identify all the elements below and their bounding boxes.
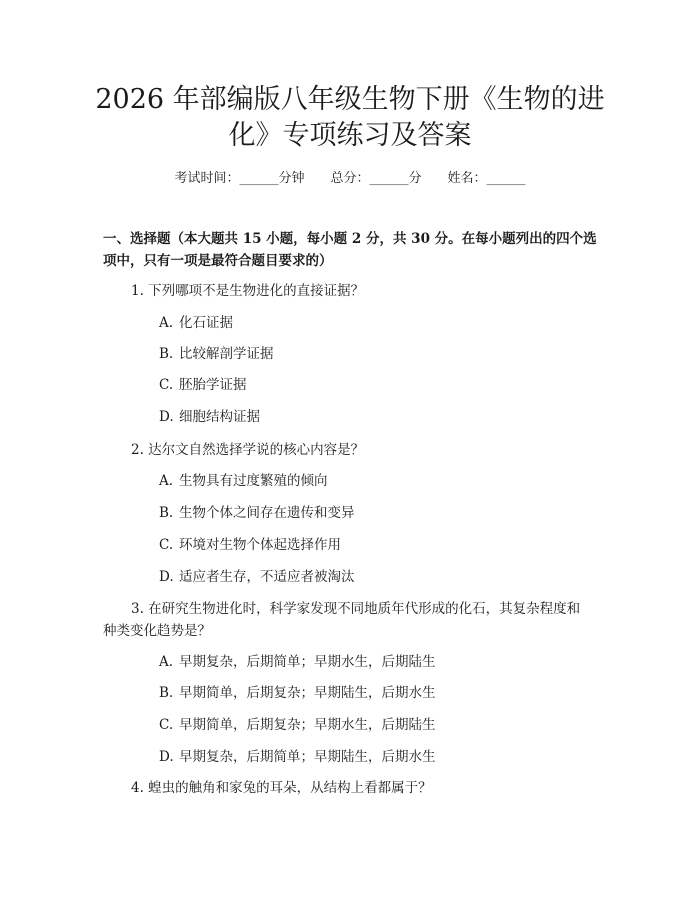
option-text: 生物具有过度繁殖的倾向	[179, 473, 328, 489]
question-3-stem-line-2: 种类变化趋势是？	[103, 623, 211, 639]
document-title-line-1: 2026 年部编版八年级生物下册《生物的进	[95, 84, 605, 115]
option-letter: B.	[159, 685, 174, 701]
question-2-option-d	[159, 566, 355, 588]
question-3-option-c	[159, 714, 436, 736]
option-letter: C.	[159, 377, 174, 393]
question-2-option-a	[159, 470, 328, 492]
question-1-stem: 1. 下列哪项不是生物进化的直接证据？	[131, 283, 365, 299]
option-letter: A.	[159, 654, 174, 670]
option-letter: D.	[159, 409, 174, 425]
option-text: 适应者生存，不适应者被淘汰	[179, 569, 355, 585]
option-text: 化石证据	[179, 315, 233, 331]
option-letter: C.	[159, 537, 174, 553]
question-3-option-b	[159, 682, 436, 704]
section-heading-line-2: 项中，只有一项是最符合题目要求的）	[103, 253, 333, 269]
question-1-option-b	[159, 343, 274, 365]
option-text: 早期复杂，后期简单；早期水生，后期陆生	[179, 654, 436, 670]
option-letter: D.	[159, 749, 174, 765]
option-text: 比较解剖学证据	[179, 346, 274, 362]
option-text: 细胞结构证据	[179, 409, 260, 425]
question-2-stem: 2. 达尔文自然选择学说的核心内容是？	[131, 442, 365, 458]
section-heading-line-1: 一、选择题（本大题共 15 小题，每小题 2 分，共 30 分。在每小题列出的四个选	[103, 231, 597, 247]
option-text: 胚胎学证据	[179, 377, 247, 393]
option-letter: A.	[159, 315, 174, 331]
question-3-option-d	[159, 746, 436, 768]
question-2-option-c	[159, 534, 341, 556]
option-letter: C.	[159, 717, 174, 733]
option-letter: B.	[159, 346, 174, 362]
question-3-stem-line-1: 3. 在研究生物进化时，科学家发现不同地质年代形成的化石，其复杂程度和	[131, 601, 581, 617]
question-1-option-d	[159, 406, 260, 428]
exam-info-line: 考试时间：______分钟 总分：______分 姓名：______	[174, 171, 526, 186]
document-title-line-2: 化》专项练习及答案	[228, 120, 472, 151]
question-1-option-a	[159, 312, 233, 334]
question-3-option-a	[159, 651, 436, 673]
option-letter: B.	[159, 505, 174, 521]
option-text: 早期简单，后期复杂；早期陆生，后期水生	[179, 685, 436, 701]
option-letter: A.	[159, 473, 174, 489]
option-text: 环境对生物个体起选择作用	[179, 537, 341, 553]
question-1-option-c	[159, 374, 247, 396]
question-4-stem: 4. 蝗虫的触角和家兔的耳朵，从结构上看都属于？	[131, 780, 432, 796]
question-2-option-b	[159, 502, 355, 524]
option-text: 早期复杂，后期简单；早期陆生，后期水生	[179, 749, 436, 765]
option-text: 生物个体之间存在遗传和变异	[179, 505, 355, 521]
option-letter: D.	[159, 569, 174, 585]
option-text: 早期简单，后期复杂；早期水生，后期陆生	[179, 717, 436, 733]
